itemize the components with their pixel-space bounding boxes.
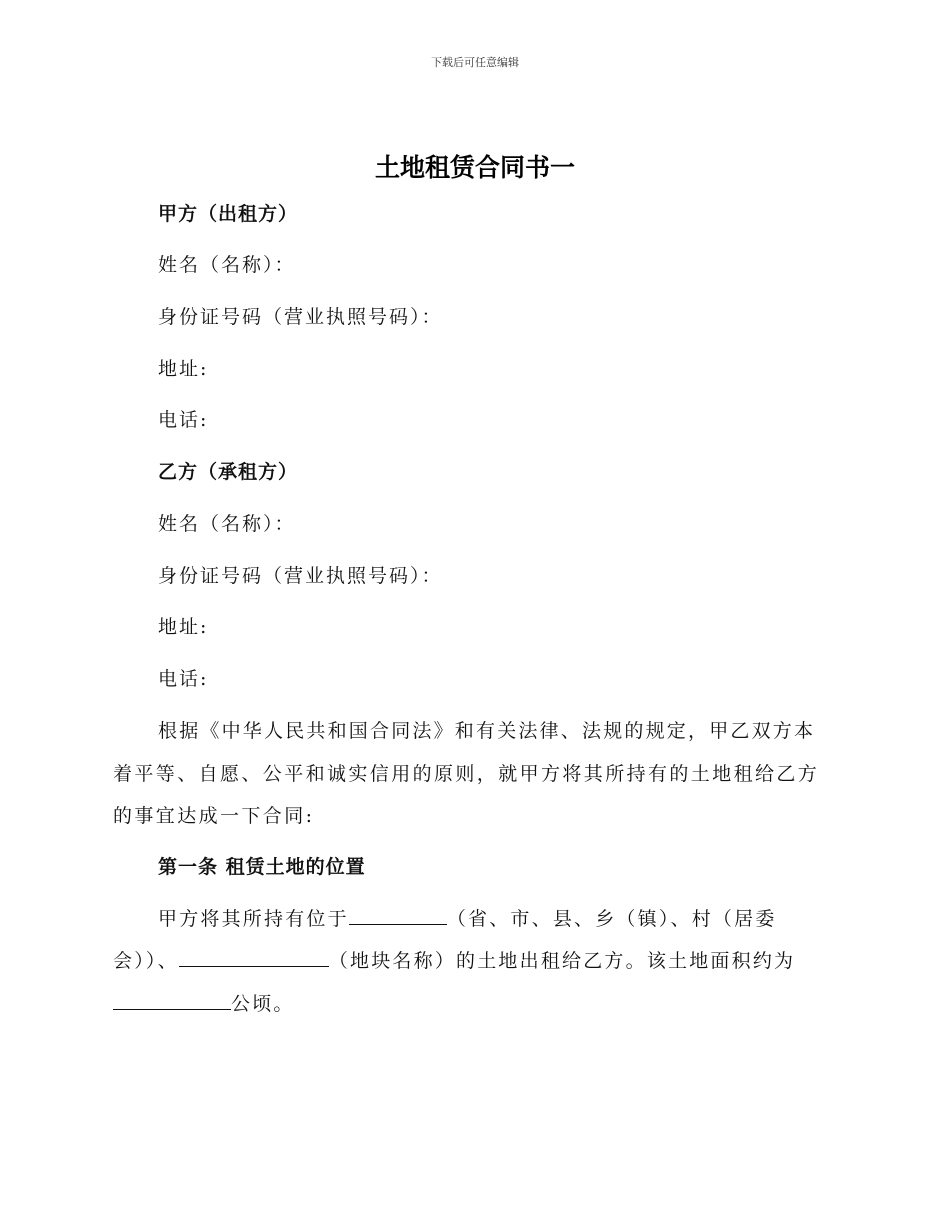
- article-1-text: 公顷。: [231, 993, 295, 1015]
- party-b-heading: 乙方（承租方）: [158, 461, 299, 483]
- article-1-line-3: [113, 989, 295, 1016]
- header-note: 下载后可任意编辑: [431, 56, 519, 69]
- party-a-name-label: 姓名（名称）：: [158, 254, 296, 276]
- article-1-line-2: [113, 946, 795, 973]
- party-b-name-label: 姓名（名称）：: [158, 513, 296, 535]
- article-1-heading: 第一条 租赁土地的位置: [158, 856, 366, 878]
- page-title: 土地租赁合同书一: [374, 153, 575, 182]
- party-b-id-label: 身份证号码（营业执照号码）：: [158, 565, 443, 587]
- article-1-text: （地块名称）的土地出租给乙方。该土地面积约为: [328, 950, 796, 972]
- article-1-text: （省、市、县、乡（镇）、村（居委: [446, 908, 777, 930]
- party-b-phone-label: 电话:: [158, 668, 209, 690]
- party-a-id-label: 身份证号码（营业执照号码）：: [158, 306, 443, 328]
- preamble-line-3: 的事宜达成一下合同:: [113, 805, 315, 827]
- article-1-line-1: [158, 904, 777, 931]
- plot-name-blank: [179, 947, 329, 967]
- article-1-text: 甲方将其所持有位于: [158, 908, 349, 930]
- party-a-address-label: 地址:: [158, 358, 209, 380]
- province-blank: [349, 905, 447, 925]
- area-blank: [113, 990, 231, 1010]
- party-a-phone-label: 电话:: [158, 409, 209, 431]
- preamble-line-2: 着平等、自愿、公平和诚实信用的原则，就甲方将其所持有的土地租给乙方: [113, 763, 820, 785]
- article-1-text: 会））、: [113, 950, 179, 972]
- party-b-address-label: 地址:: [158, 616, 209, 638]
- preamble-line-1: 根据《中华人民共和国合同法》和有关法律、法规的规定，甲乙双方本: [158, 720, 816, 742]
- party-a-heading: 甲方（出租方）: [158, 203, 299, 225]
